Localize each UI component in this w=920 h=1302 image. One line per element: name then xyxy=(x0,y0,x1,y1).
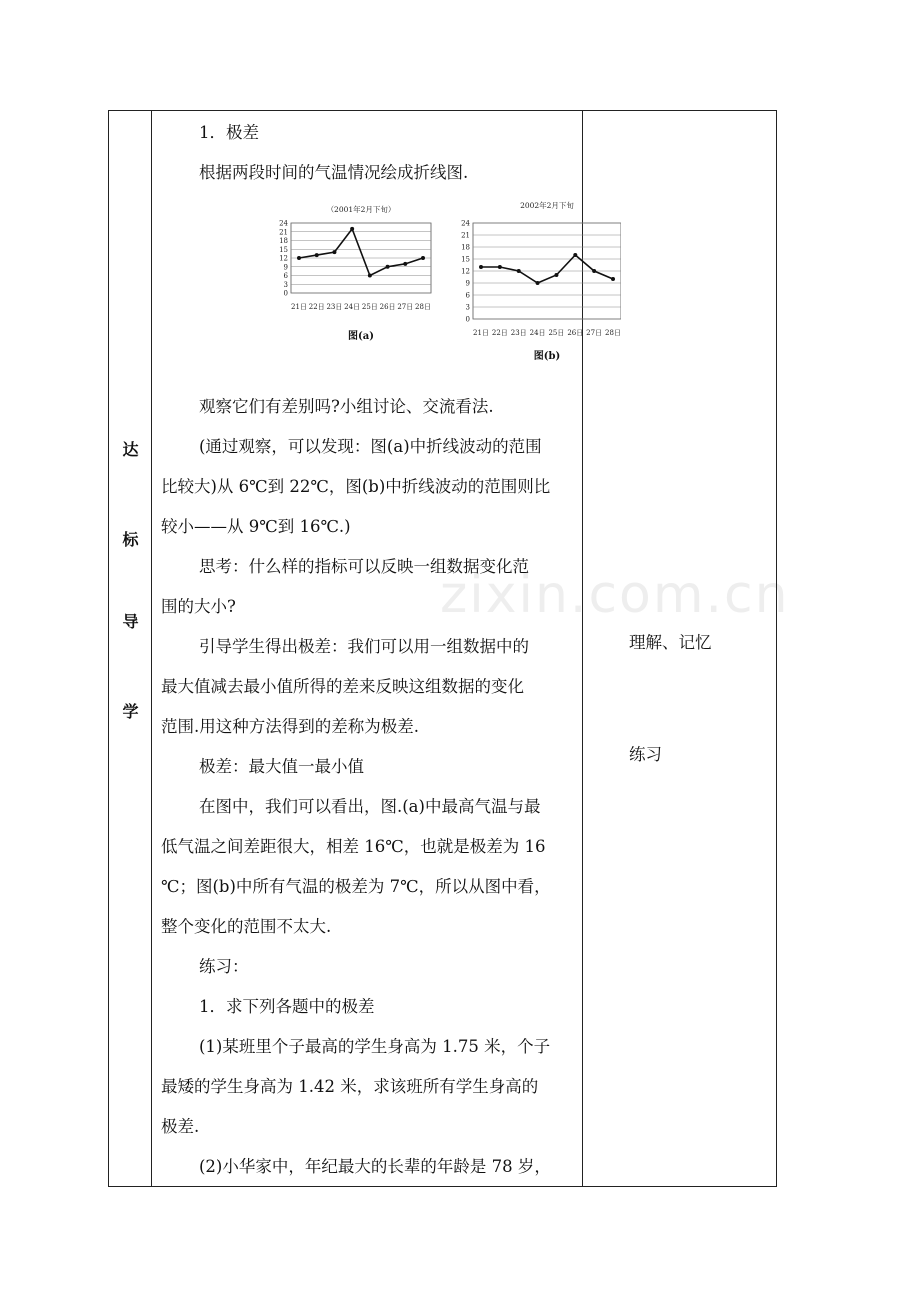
data-point xyxy=(554,273,558,277)
x-tick-label: 24日 xyxy=(344,303,361,311)
y-tick-label: 6 xyxy=(465,291,470,300)
data-point xyxy=(536,281,540,285)
y-tick-label: 24 xyxy=(461,219,470,228)
data-point xyxy=(517,269,521,273)
data-point xyxy=(368,274,372,278)
paragraph-line: 根据两段时间的气温情况绘成折线图. xyxy=(199,163,469,182)
paragraph-line: 低气温之间差距很大，相差 16℃，也就是极差为 16 xyxy=(161,837,546,856)
x-tick-label: 21日 xyxy=(291,303,307,311)
data-point xyxy=(611,277,615,281)
section-heading: 1．极差 xyxy=(199,123,259,142)
y-tick-label: 21 xyxy=(279,228,288,237)
x-tick-label: 27日 xyxy=(586,329,603,337)
stage-column xyxy=(109,111,152,1186)
y-tick-label: 15 xyxy=(461,255,470,264)
data-point xyxy=(498,265,502,269)
x-tick-label: 27日 xyxy=(397,303,414,311)
chart-title: 2002年2月下旬 xyxy=(520,201,574,210)
paragraph-line: 范围.用这种方法得到的差称为极差. xyxy=(161,717,419,736)
y-tick-label: 21 xyxy=(461,231,470,240)
paragraph-line: 思考：什么样的指标可以反映一组数据变化范 xyxy=(199,557,529,576)
series-line xyxy=(299,229,423,276)
paragraph-line: (通过观察，可以发现：图(a)中折线波动的范围 xyxy=(199,437,542,456)
y-tick-label: 9 xyxy=(465,279,470,288)
y-tick-label: 3 xyxy=(283,280,288,289)
y-tick-label: 12 xyxy=(461,267,470,276)
chart-caption: 图(a) xyxy=(348,331,374,342)
lesson-table xyxy=(108,110,777,1187)
chart-panel xyxy=(461,200,621,362)
data-point xyxy=(403,262,407,266)
y-tick-label: 6 xyxy=(283,272,288,280)
exercise-text: 最矮的学生身高为 1.42 米，求该班所有学生身高的 xyxy=(161,1077,539,1096)
x-tick-label: 22日 xyxy=(308,303,325,311)
x-tick-label: 23日 xyxy=(510,329,527,337)
x-tick-label: 25日 xyxy=(361,303,378,311)
paragraph-line: 最大值减去最小值所得的差来反映这组数据的变化 xyxy=(161,677,524,696)
paragraph-line: 较小——从 9℃到 16℃.) xyxy=(161,517,351,536)
paragraph-line: ℃；图(b)中所有气温的极差为 7℃，所以从图中看， xyxy=(161,877,551,896)
exercise-text: 极差. xyxy=(161,1117,200,1136)
stage-char: 导 xyxy=(122,612,139,631)
paragraph-line: 在图中，我们可以看出，图.(a)中最高气温与最 xyxy=(199,797,541,816)
y-tick-label: 12 xyxy=(279,254,288,263)
data-point xyxy=(592,269,596,273)
data-point xyxy=(421,256,425,260)
x-tick-label: 28日 xyxy=(415,303,431,311)
y-tick-label: 3 xyxy=(465,303,470,312)
x-tick-label: 22日 xyxy=(491,329,508,337)
data-point xyxy=(332,250,336,254)
data-point xyxy=(573,253,577,257)
exercise-heading: 练习： xyxy=(199,957,249,976)
y-tick-label: 9 xyxy=(283,263,288,272)
chart-panel xyxy=(279,204,431,342)
x-tick-label: 26日 xyxy=(379,303,396,311)
paragraph-line: 比较大)从 6℃到 22℃，图(b)中折线波动的范围则比 xyxy=(161,477,551,496)
y-tick-label: 0 xyxy=(283,289,288,298)
paragraph-line: 引导学生得出极差：我们可以用一组数据中的 xyxy=(199,637,529,656)
x-tick-label: 23日 xyxy=(326,303,343,311)
y-tick-label: 18 xyxy=(461,243,470,252)
stage-char: 达 xyxy=(122,440,139,459)
data-point xyxy=(315,253,319,257)
y-tick-label: 24 xyxy=(279,219,288,228)
side-note: 理解、记忆 xyxy=(629,633,712,652)
paragraph-line: 观察它们有差别吗?小组讨论、交流看法. xyxy=(199,397,494,416)
paragraph-line: 整个变化的范围不太大. xyxy=(161,917,332,936)
x-tick-label: 28日 xyxy=(605,329,621,337)
x-tick-label: 25日 xyxy=(548,329,565,337)
data-point xyxy=(386,265,390,269)
data-point xyxy=(350,227,354,231)
y-tick-label: 15 xyxy=(279,245,288,254)
chart-title: （2001年2月下旬） xyxy=(326,205,396,214)
y-tick-label: 0 xyxy=(465,315,470,324)
side-note: 练习 xyxy=(629,745,662,764)
exercise-text: (1)某班里个子最高的学生身高为 1.75 米，个子 xyxy=(199,1037,551,1056)
x-tick-label: 24日 xyxy=(529,329,546,337)
stage-char: 学 xyxy=(122,702,139,721)
stage-char: 标 xyxy=(122,530,139,549)
exercise-text: (2)小华家中，年纪最大的长辈的年龄是 78 岁， xyxy=(199,1157,551,1176)
x-tick-label: 26日 xyxy=(567,329,584,337)
y-tick-label: 18 xyxy=(279,237,288,245)
chart-caption: 图(b) xyxy=(533,351,561,362)
temperature-charts xyxy=(261,199,621,369)
formula-line: 极差：最大值一最小值 xyxy=(199,757,364,776)
exercise-item: 1．求下列各题中的极差 xyxy=(199,997,375,1016)
watermark: zixin.com.cn xyxy=(440,565,790,625)
data-point xyxy=(479,265,483,269)
data-point xyxy=(297,256,301,260)
x-tick-label: 21日 xyxy=(473,329,489,337)
paragraph-line: 围的大小? xyxy=(161,597,236,616)
